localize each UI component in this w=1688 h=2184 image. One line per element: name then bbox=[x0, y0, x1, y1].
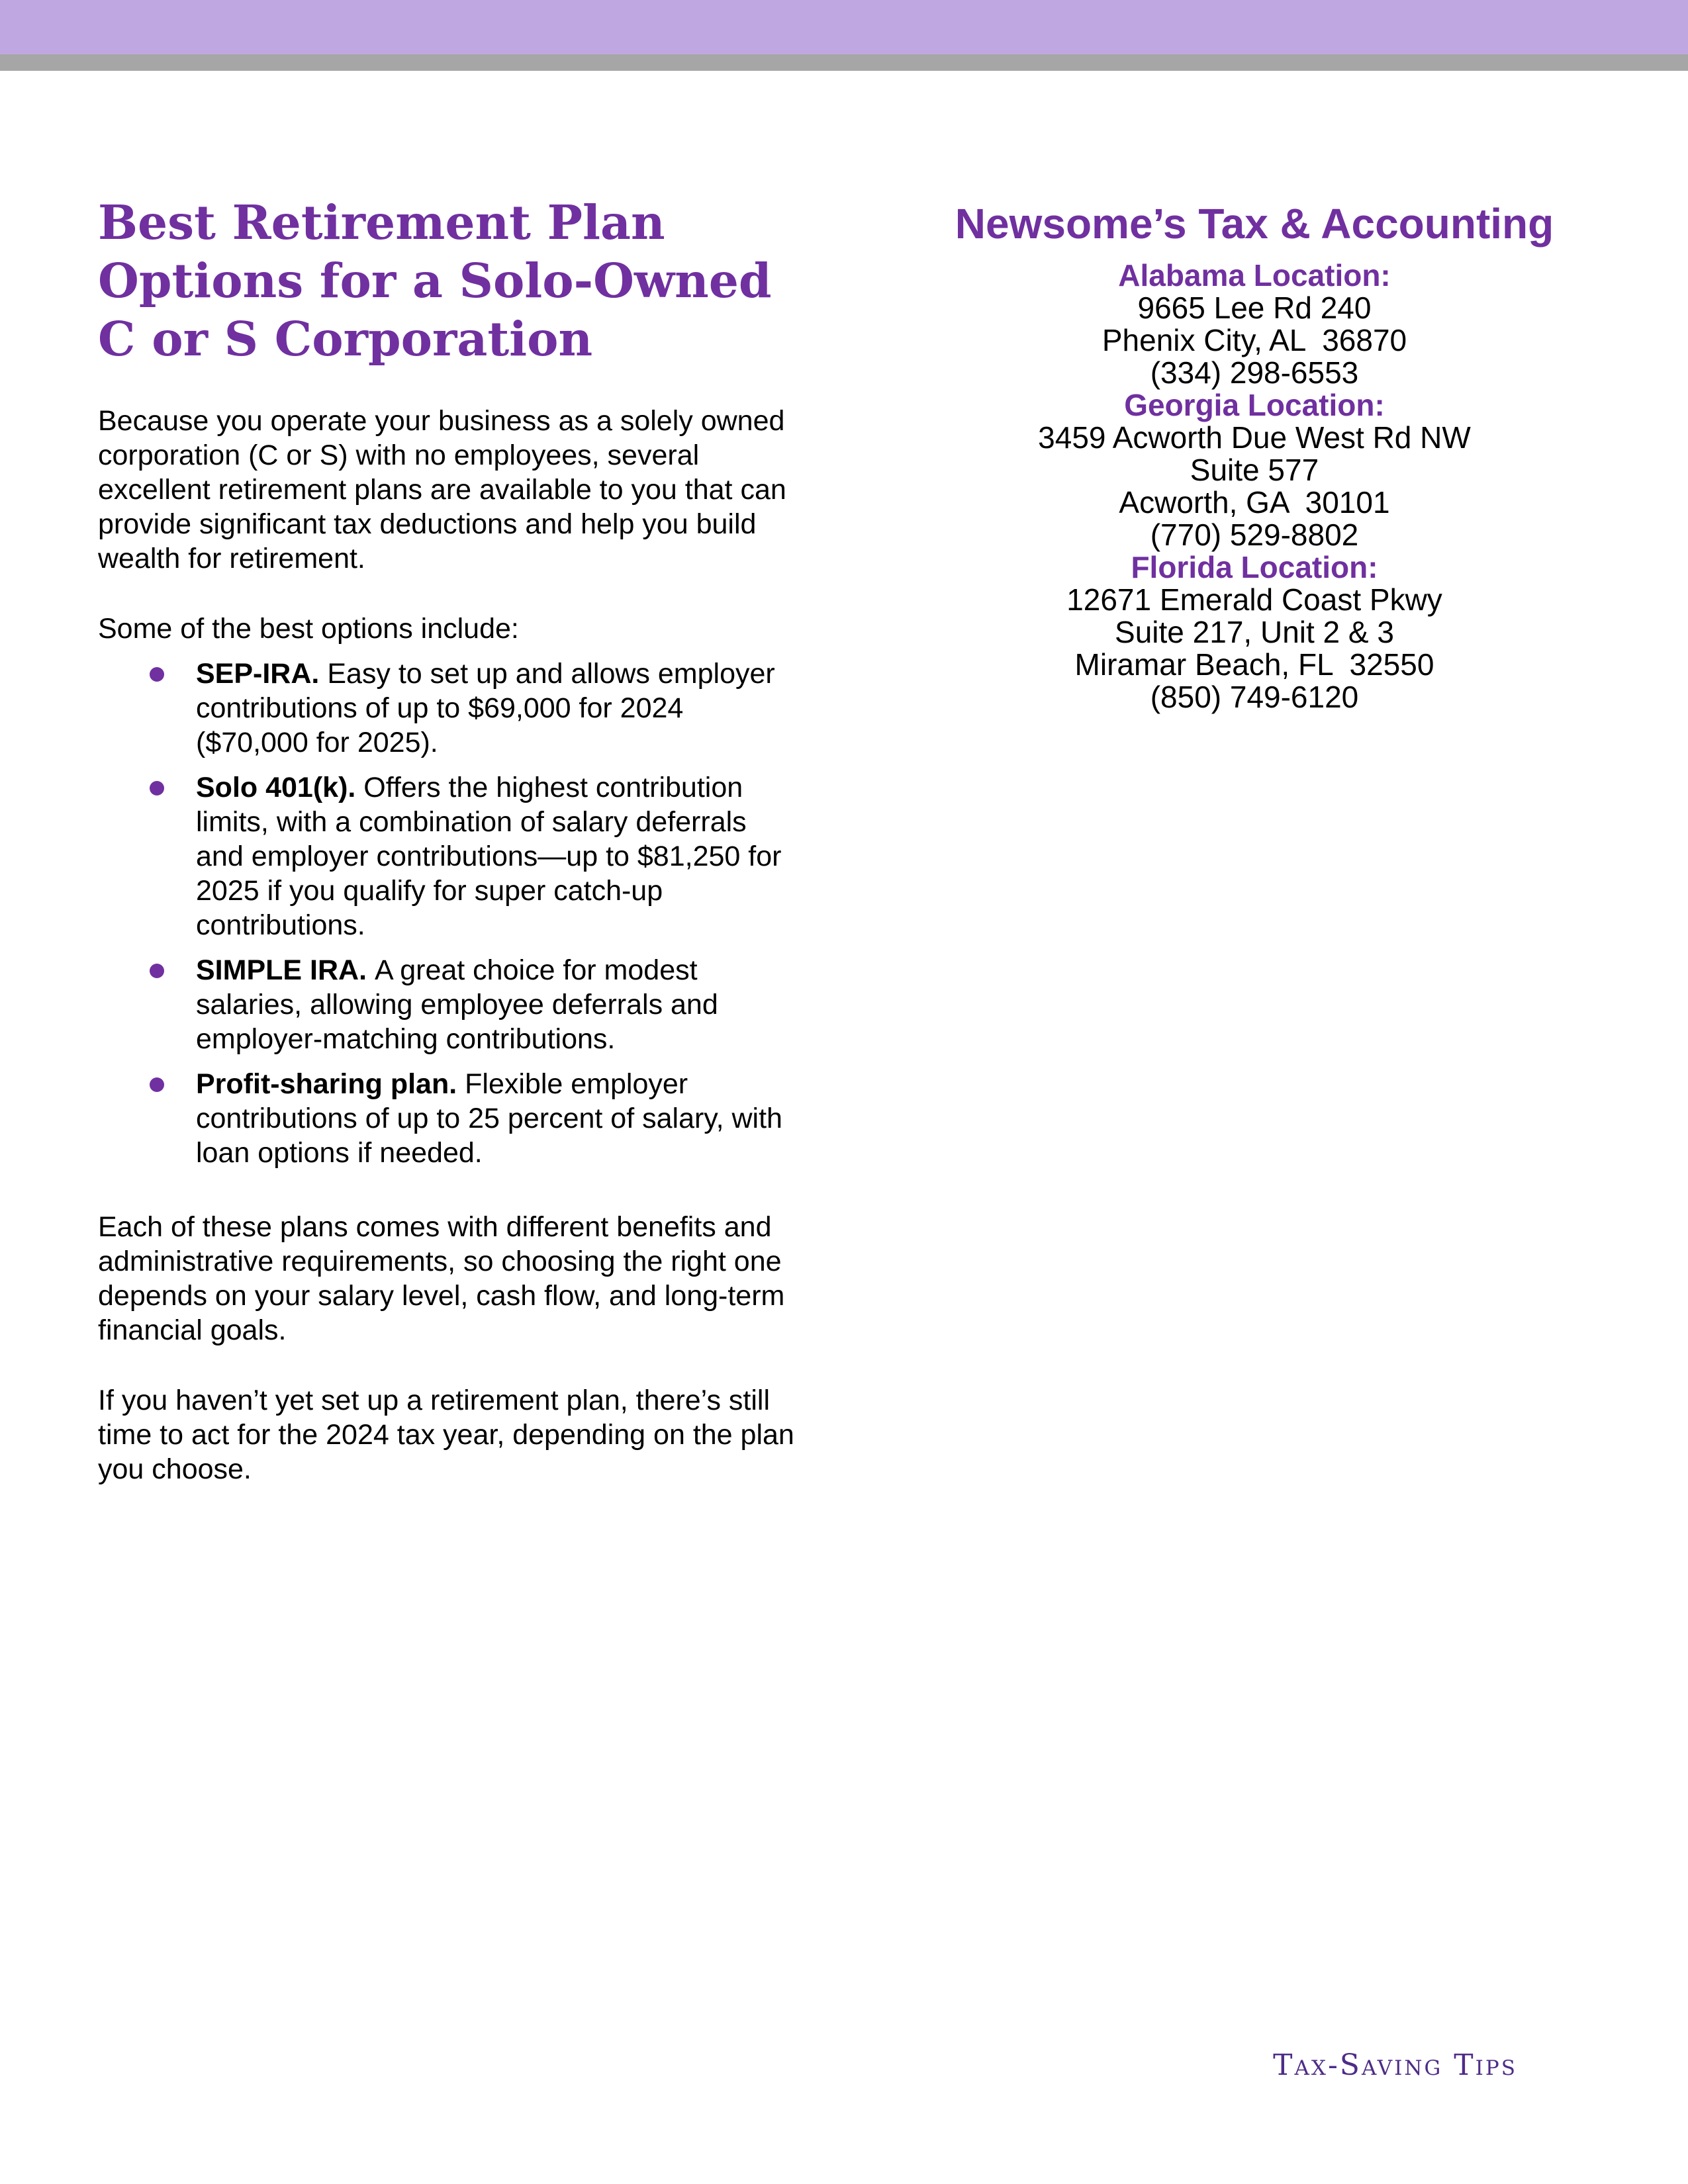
bullet-icon bbox=[150, 1077, 164, 1092]
bullet-icon bbox=[150, 667, 164, 682]
bullet-icon bbox=[150, 964, 164, 978]
list-item bbox=[98, 1067, 802, 1170]
location-label: Alabama Location: bbox=[1118, 258, 1391, 293]
top-accent-bar bbox=[0, 0, 1688, 54]
list-item bbox=[98, 657, 802, 760]
address-line: 9665 Lee Rd 240 bbox=[1137, 291, 1372, 325]
page-title-line: C or S Corporation bbox=[98, 311, 593, 367]
footer-tagline: Tax-Saving Tips bbox=[1273, 2048, 1517, 2082]
options-list bbox=[98, 657, 802, 1170]
contact-column bbox=[887, 199, 1622, 713]
address-line: Miramar Beach, FL 32550 bbox=[1074, 647, 1434, 682]
address-line: Phenix City, AL 36870 bbox=[1102, 323, 1407, 357]
location-label: Georgia Location: bbox=[1124, 388, 1385, 422]
option-description: Offers the highest contribution limits, with a combination of salary deferrals and employer contributions—up to $81,250 for 2025 if you qualify for super catch-up contributions. bbox=[196, 772, 782, 941]
address-line: Suite 217, Unit 2 & 3 bbox=[1115, 615, 1394, 649]
option-description: Easy to set up and allows employer contributions of up to $69,000 for 2024 ($70,000 for 2025). bbox=[196, 658, 775, 758]
secondary-accent-bar bbox=[0, 54, 1688, 71]
article-column bbox=[98, 193, 802, 1522]
page-title-line: Options for a Solo-Owned bbox=[98, 253, 772, 308]
closing-paragraph: If you haven’t yet set up a retirement plan, there’s still time to act for the 2024 tax year, depending on the plan you choose. bbox=[98, 1385, 794, 1485]
options-lead-in: Some of the best options include: bbox=[98, 613, 519, 645]
intro-paragraph: Because you operate your business as a solely owned corporation (C or S) with no employees, several excellent retirement plans are available to you that can provide significant tax deductions and help you build wealth for retirement. bbox=[98, 405, 786, 574]
option-name: SIMPLE IRA. bbox=[196, 954, 375, 986]
location-group bbox=[887, 259, 1622, 389]
option-name: SEP-IRA. bbox=[196, 658, 328, 690]
option-description: Flexible employer contributions of up to 25 percent of salary, with loan options if needed. bbox=[196, 1068, 782, 1169]
phone-number: (850) 749-6120 bbox=[1150, 680, 1359, 714]
location-group bbox=[887, 389, 1622, 551]
phone-number: (334) 298-6553 bbox=[1150, 355, 1359, 390]
address-line: Acworth, GA 30101 bbox=[1119, 485, 1390, 520]
closing-paragraph: Each of these plans comes with different benefits and administrative requirements, so choosing the right one depends on your salary level, cash flow, and long-term financial goals. bbox=[98, 1211, 785, 1346]
location-group bbox=[887, 551, 1622, 713]
option-name: Solo 401(k). bbox=[196, 772, 364, 803]
address-line: 12671 Emerald Coast Pkwy bbox=[1066, 582, 1442, 617]
address-line: Suite 577 bbox=[1190, 453, 1319, 487]
list-item bbox=[98, 770, 802, 942]
option-name: Profit-sharing plan. bbox=[196, 1068, 465, 1100]
list-item bbox=[98, 953, 802, 1056]
option-description: A great choice for modest salaries, allowing employee deferrals and employer-matching contributions. bbox=[196, 954, 718, 1055]
page-title-line: Best Retirement Plan bbox=[98, 195, 665, 250]
bullet-icon bbox=[150, 781, 164, 796]
location-label: Florida Location: bbox=[1131, 550, 1378, 584]
phone-number: (770) 529-8802 bbox=[1150, 518, 1359, 552]
business-name: Newsome’s Tax & Accounting bbox=[955, 200, 1554, 248]
address-line: 3459 Acworth Due West Rd NW bbox=[1038, 420, 1471, 455]
page-title bbox=[98, 193, 802, 368]
